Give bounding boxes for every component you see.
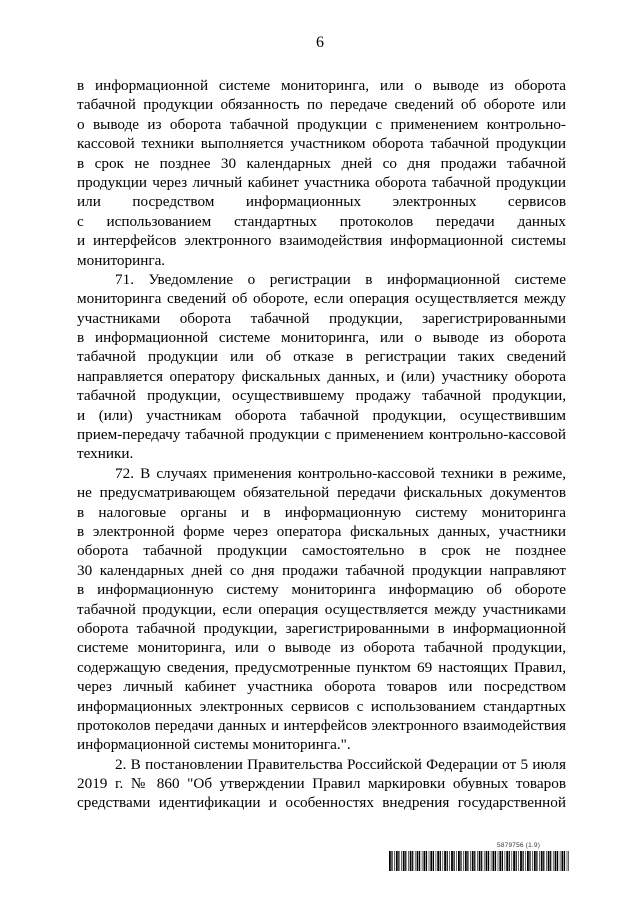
text-line: в налоговые органы и в информационную систему мониторинга — [77, 503, 566, 521]
text-line: оборота табачной продукции, зарегистрированными в информационной — [77, 619, 566, 637]
text-line: протоколов передачи данных и интерфейсов электронного взаимодействия — [77, 716, 566, 734]
text-line: и интерфейсов электронного взаимодействия информационной системы — [77, 232, 566, 250]
text-line: с использованием стандартных протоколов передачи данных — [77, 212, 566, 230]
text-line: в информационной системе мониторинга, или о выводе из оборота — [77, 329, 566, 347]
paragraph — [77, 270, 566, 464]
text-line: мониторинга. — [77, 251, 166, 269]
text-line: и (или) участникам оборота табачной продукции, осуществившим — [77, 406, 566, 424]
text-line: не предусматривающем обязательной передачи фискальных документов — [77, 484, 566, 502]
text-line: в информационную систему мониторинга информацию об обороте — [77, 581, 566, 599]
text-line: в срок не позднее 30 календарных дней со дня продажи табачной — [77, 154, 566, 172]
text-line: содержащую сведения, предусмотренные пунктом 69 настоящих Правил, — [77, 658, 566, 676]
page-number: 6 — [316, 34, 324, 51]
text-line: 2. В постановлении Правительства Российской Федерации от 5 июля — [115, 755, 566, 773]
text-line: участниками оборота табачной продукции, зарегистрированными — [77, 309, 566, 327]
text-line: мониторинга сведений об обороте, если операция осуществляется между — [77, 290, 566, 308]
text-line: табачной продукции обязанность по передаче сведений об обороте или — [77, 96, 566, 114]
text-line: о выводе из оборота табачной продукции с применением контрольно- — [77, 115, 566, 133]
text-line: информационных электронных сервисов с использованием стандартных — [77, 697, 566, 715]
text-line: 71. Уведомление о регистрации в информационной системе — [115, 270, 566, 288]
document-body — [77, 76, 566, 813]
text-line: системе мониторинга, или о выводе из оборота табачной продукции, — [77, 639, 566, 657]
document-code: 5879756 (1.9) — [497, 842, 541, 849]
text-line: табачной продукции, если операция осуществляется между участниками — [77, 600, 566, 618]
text-line: или посредством информационных электронных сервисов — [77, 193, 566, 211]
text-line: 2019 г. № 860 "Об утверждении Правил маркировки обувных товаров — [77, 775, 566, 793]
paragraph — [77, 755, 566, 813]
text-line: средствами идентификации и особенностях внедрения государственной — [77, 794, 566, 812]
text-line: кассовой техники выполняется участником оборота табачной продукции — [77, 135, 566, 153]
text-line: в электронной форме через оператора фискальных данных, участники — [77, 522, 566, 540]
text-line: в информационной системе мониторинга, или о выводе из оборота — [77, 77, 566, 94]
text-line: информационной системы мониторинга.". — [77, 736, 351, 754]
text-line: техники. — [77, 445, 134, 463]
text-line: 30 календарных дней со дня продажи табачной продукции направляют — [77, 561, 566, 579]
paragraph — [77, 76, 566, 270]
text-line: табачной продукции, осуществившему продажу табачной продукции, — [77, 387, 566, 405]
barcode-icon — [389, 851, 569, 871]
paragraph — [77, 464, 566, 755]
text-line: прием-передачу табачной продукции с применением контрольно-кассовой — [77, 426, 566, 444]
text-line: через личный кабинет участника оборота товаров или посредством — [77, 678, 566, 696]
text-line: продукции через личный кабинет участника оборота табачной продукции — [77, 173, 566, 191]
text-line: направляется оператору фискальных данных, и (или) участнику оборота — [77, 367, 566, 385]
text-line: оборота табачной продукции самостоятельно в срок не позднее — [77, 542, 566, 560]
text-line: табачной продукции или об отказе в регистрации таких сведений — [77, 348, 566, 366]
text-line: 72. В случаях применения контрольно-кассовой техники в режиме, — [115, 464, 566, 482]
